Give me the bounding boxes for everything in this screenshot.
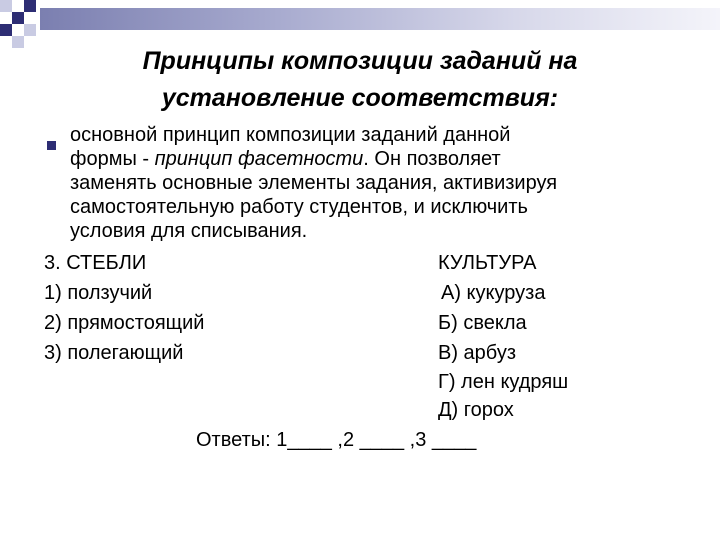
decor-square-4 <box>24 0 36 12</box>
bullet-line-1: основной принцип композиции заданий данной <box>70 124 511 146</box>
task-left-item-3: 3) полегающий <box>44 342 184 364</box>
decor-square-1 <box>0 0 12 12</box>
bullet-emphasis: принцип фасетности <box>154 148 364 170</box>
bullet-paragraph <box>70 123 630 243</box>
decor-square-2 <box>12 12 24 24</box>
slide-title-line2: установление соответствия: <box>161 84 559 112</box>
task-left-item-2: 2) прямостоящий <box>44 312 205 334</box>
slide-title-line1: Принципы композиции заданий на <box>142 47 578 75</box>
decor-square-3 <box>0 24 12 36</box>
header-gradient-band <box>40 8 720 30</box>
task-right-item-1: А) кукуруза <box>441 282 546 304</box>
decor-square-5 <box>24 24 36 36</box>
task-right-header: КУЛЬТУРА <box>438 252 537 274</box>
bullet-square-icon <box>47 141 56 150</box>
bullet-line-5: условия для списывания. <box>70 220 308 242</box>
task-left-header: 3. СТЕБЛИ <box>44 252 147 274</box>
task-right-item-3: В) арбуз <box>438 342 516 364</box>
bullet-line-4: самостоятельную работу студентов, и исключить <box>70 196 528 218</box>
task-right-item-5: Д) горох <box>438 399 514 421</box>
task-left-item-1: 1) ползучий <box>44 282 153 304</box>
bullet-line-3: заменять основные элементы задания, активизируя <box>70 172 558 194</box>
task-right-item-2: Б) свекла <box>438 312 527 334</box>
task-right-item-4: Г) лен кудряш <box>438 371 569 393</box>
bullet-line-2: формы - принцип фасетности. Он позволяет <box>70 148 501 170</box>
answers-line: Ответы: 1____ ,2 ____ ,3 ____ <box>196 429 477 451</box>
